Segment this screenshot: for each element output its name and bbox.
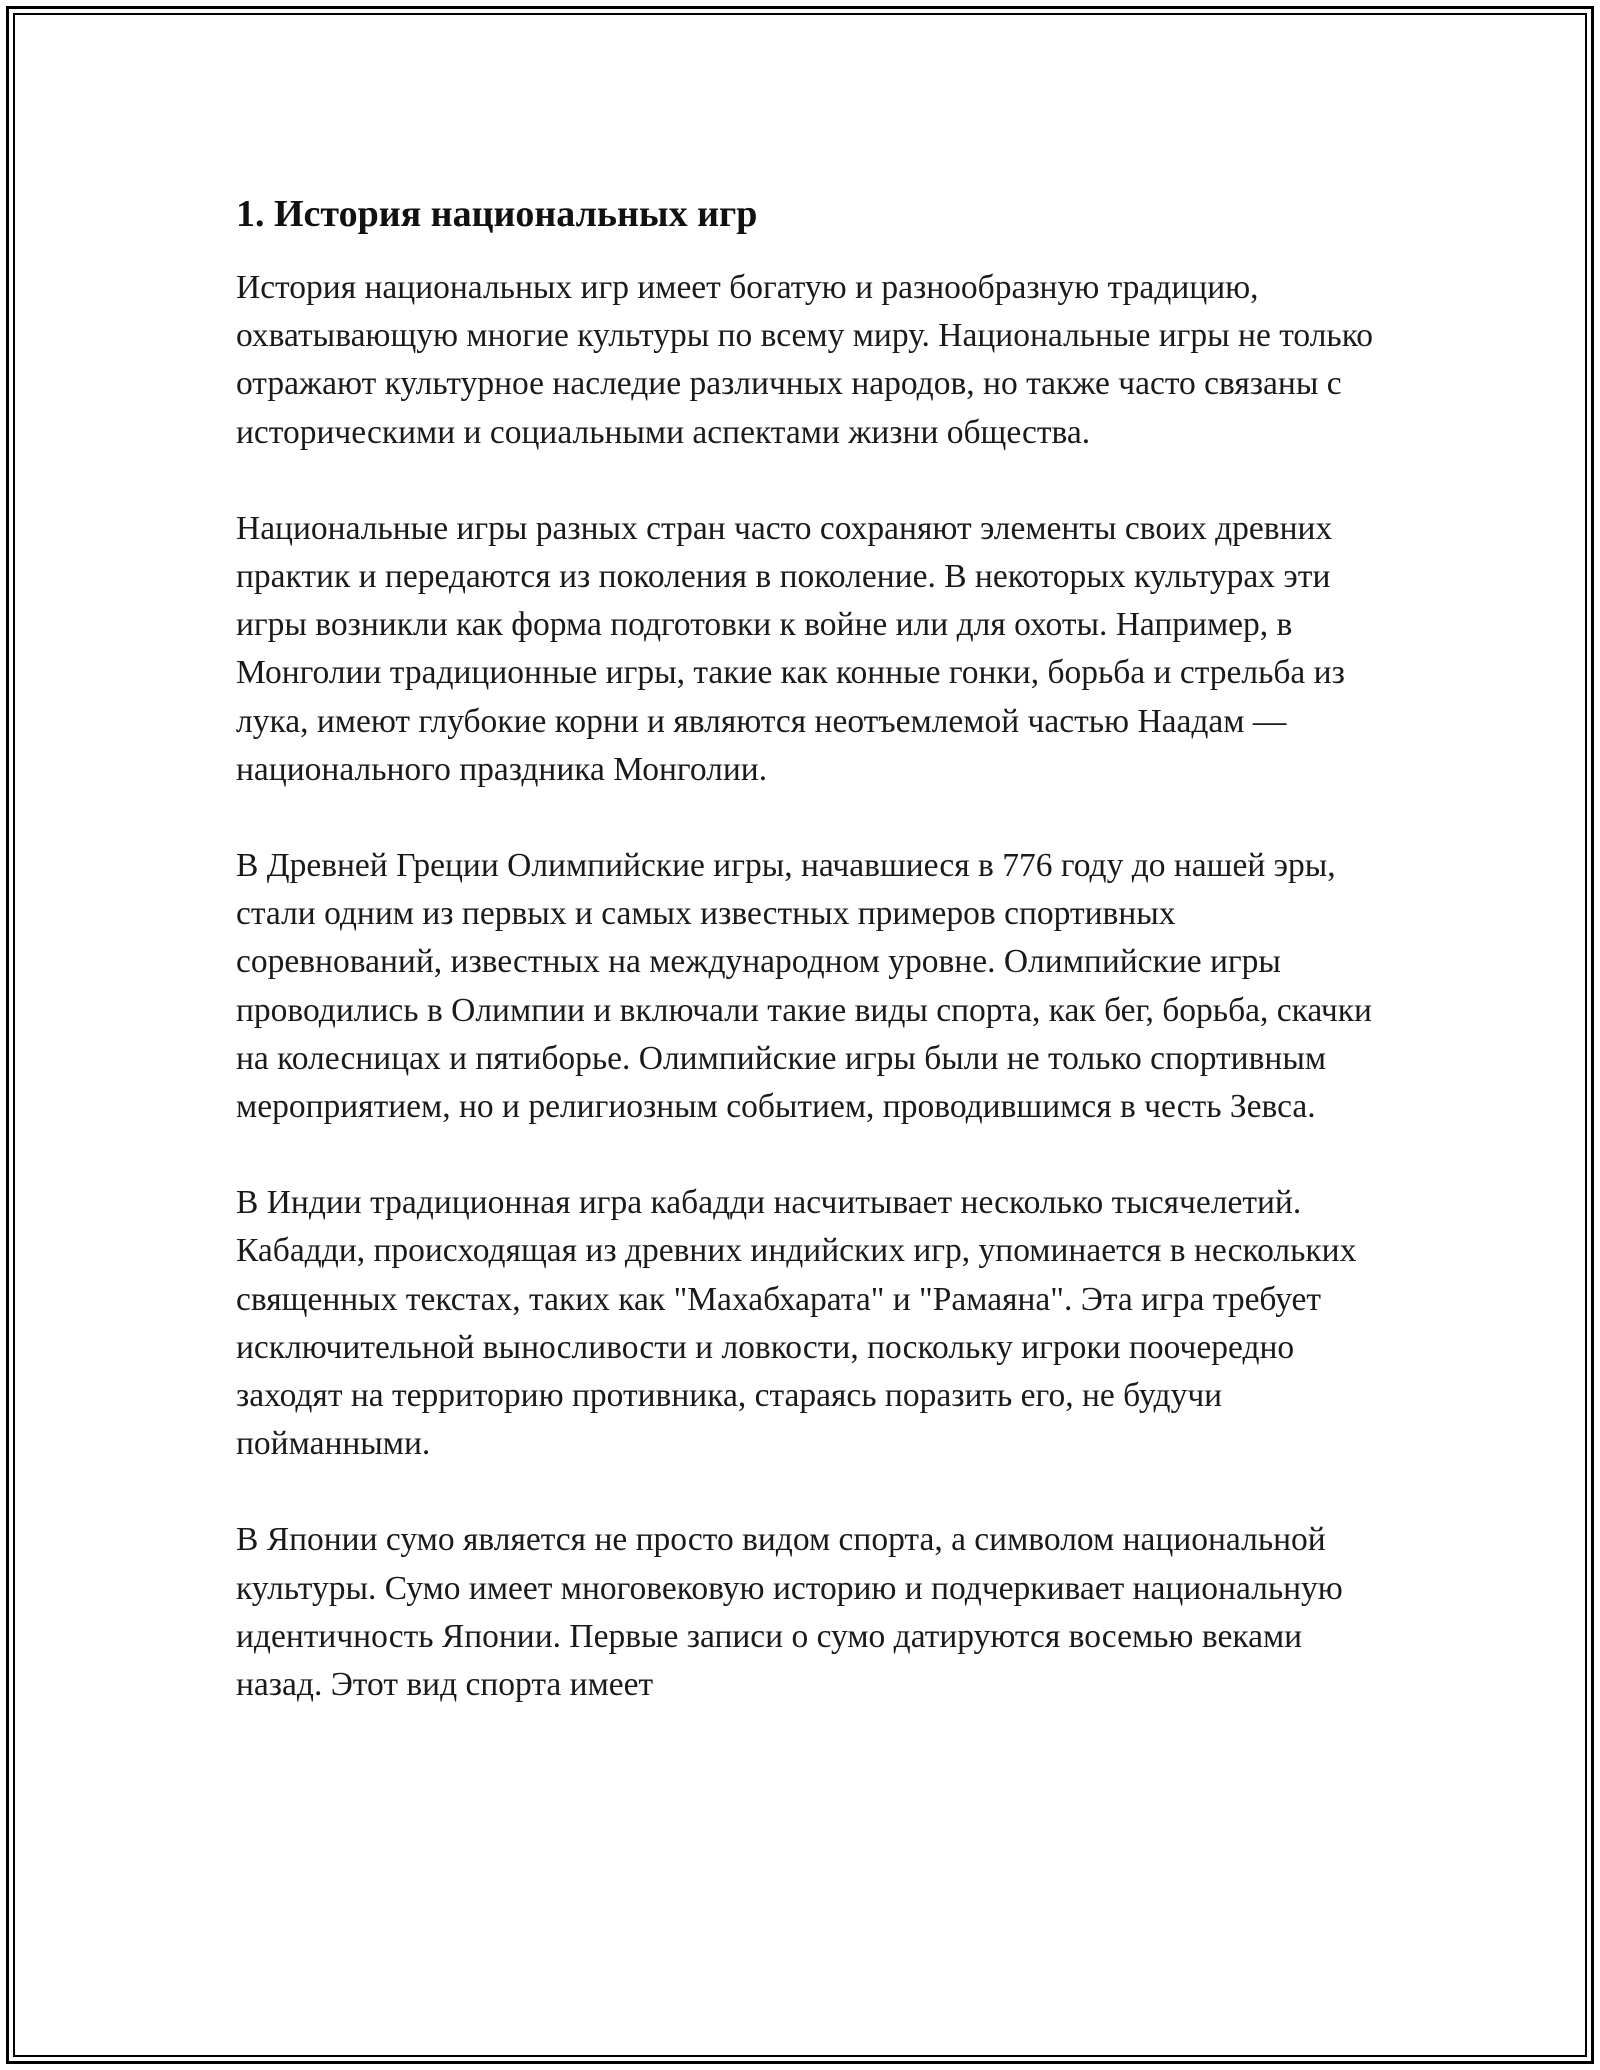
paragraph-intro: История национальных игр имеет богатую и разнообразную традицию, охватывающую многие культуры по всему миру. Национальные игры не только отражают культурное наследие различных народов, но также часто связаны с историческими и социальными аспектами жизни общества.	[236, 269, 1374, 451]
paragraph-japan: В Японии сумо является не просто видом спорта, а символом национальной культуры. Сумо имеет многовековую историю и подчеркивает национальную идентичность Японии. Первые записи о сумо датируются восемью веками назад. Этот вид спорта имеет	[236, 1521, 1343, 1704]
document-body	[236, 184, 1376, 1757]
paragraph-india: В Индии традиционная игра кабадди насчитывает несколько тысячелетий. Кабадди, происходящая из древних индийских игр, упоминается в нескольких священных текстах, таких как "Махабхарата" и "Рамаяна". Эта игра требует исключительной выносливости и ловкости, поскольку игроки поочередно заходят на территорию противника, стараясь поразить его, не будучи пойманными.	[236, 1184, 1357, 1463]
paragraph-greece: В Древней Греции Олимпийские игры, начавшиеся в 776 году до нашей эры, стали одним из первых и самых известных примеров спортивных соревнований, известных на международном уровне. Олимпийские игры проводились в Олимпии и включали такие виды спорта, как бег, борьба, скачки на колесницах и пятиборье. Олимпийские игры были не только спортивным мероприятием, но и религиозным событием, проводившимся в честь Зевса.	[236, 847, 1372, 1126]
section-heading: 1. История национальных игр	[236, 193, 758, 235]
paragraph-mongolia: Национальные игры разных стран часто сохраняют элементы своих древних практик и передаются из поколения в поколение. В некоторых культурах эти игры возникли как форма подготовки к войне или для охоты. Например, в Монголии традиционные игры, такие как конные гонки, борьба и стрельба из лука, имеют глубокие корни и являются неотъемлемой частью Наадам — национального праздника Монголии.	[236, 509, 1345, 788]
